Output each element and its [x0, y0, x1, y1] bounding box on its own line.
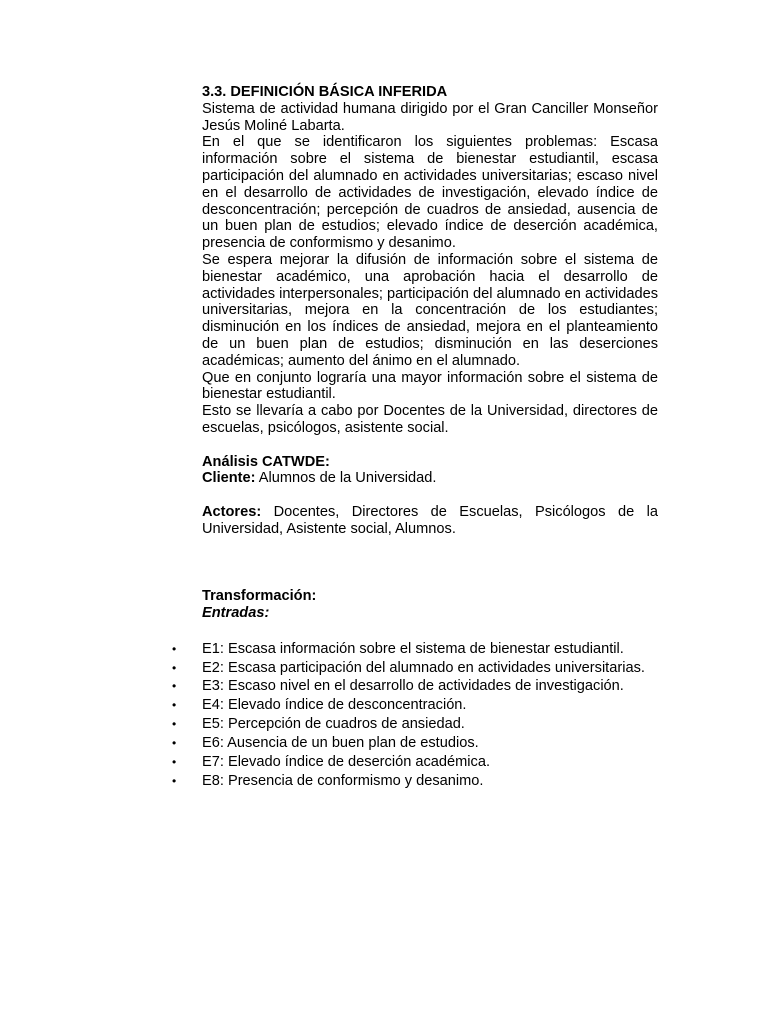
list-item: • E2: Escasa participación del alumnado en actividades universitarias.: [172, 660, 645, 676]
bullet-icon: •: [172, 698, 177, 712]
paragraph-actors: Esto se llevaría a cabo por Docentes de la Universidad, directores de escuelas, psicólogos, asistente social.: [202, 403, 658, 436]
list-item: • E7: Elevado índice de deserción académica.: [172, 754, 490, 770]
bullet-icon: •: [172, 736, 177, 750]
paragraph-improvements: Se espera mejorar la difusión de información sobre el sistema de bienestar académico, una aprobación hacia el desarrollo de actividades interpersonales; participación del alumnado en actividades universitarias, mejora en la concentración de los estudiantes; disminución en los índices de ansiedad, mejora en el planteamiento de un buen plan de estudios; disminución en las deserciones académicas; aumento del ánimo en el alumnado.: [202, 251, 658, 369]
transformacion-title: Transformación:: [202, 587, 317, 604]
actores-line: [202, 504, 658, 538]
list-item: • E4: Elevado índice de desconcentración.: [172, 697, 467, 713]
paragraph-system: Sistema de actividad humana dirigido por el Gran Canciller Monseñor Jesús Moliné Labarta.: [202, 100, 658, 134]
cliente-value: Alumnos de la Universidad.: [255, 470, 437, 487]
bullet-icon: •: [172, 717, 177, 731]
bullet-icon: •: [172, 774, 177, 788]
section-title: 3.3. DEFINICIÓN BÁSICA INFERIDA: [202, 84, 448, 100]
cliente-line: [202, 470, 658, 487]
actores-label: Actores:: [202, 503, 262, 520]
list-item: • E6: Ausencia de un buen plan de estudios.: [172, 735, 479, 751]
entradas-list: [170, 640, 658, 791]
list-item: • E8: Presencia de conformismo y desanimo.: [172, 773, 484, 789]
bullet-icon: •: [172, 755, 177, 769]
bullet-icon: •: [172, 642, 177, 656]
list-item: • E3: Escaso nivel en el desarrollo de actividades de investigación.: [172, 678, 624, 694]
cliente-label: Cliente:: [202, 470, 256, 487]
list-item: • E1: Escasa información sobre el sistema de bienestar estudiantil.: [172, 641, 624, 657]
entradas-label: Entradas:: [202, 604, 270, 621]
spacer: [202, 487, 658, 504]
document-body: [202, 84, 658, 622]
spacer: [202, 437, 658, 454]
bullet-icon: •: [172, 679, 177, 693]
list-item: • E5: Percepción de cuadros de ansiedad.: [172, 716, 465, 732]
paragraph-outcome: Que en conjunto lograría una mayor información sobre el sistema de bienestar estudiantil.: [202, 369, 658, 403]
paragraph-problems: En el que se identificaron los siguientes problemas: Escasa información sobre el sistema de bienestar estudiantil, escasa participación del alumnado en actividades universitarias; escaso nivel en el desarrollo de actividades de investigación, elevado índice de desconcentración; percepción de cuadros de ansiedad, ausencia de un buen plan de estudios; elevado índice de deserción académica, presencia de conformismo y desanimo.: [202, 134, 658, 252]
catwde-title: Análisis CATWDE:: [202, 453, 330, 470]
bullet-icon: •: [172, 661, 177, 675]
actores-value: Docentes, Directores de Escuelas, Psicólogos de la Universidad, Asistente social, Alumnos.: [202, 503, 658, 537]
spacer: [202, 538, 658, 588]
